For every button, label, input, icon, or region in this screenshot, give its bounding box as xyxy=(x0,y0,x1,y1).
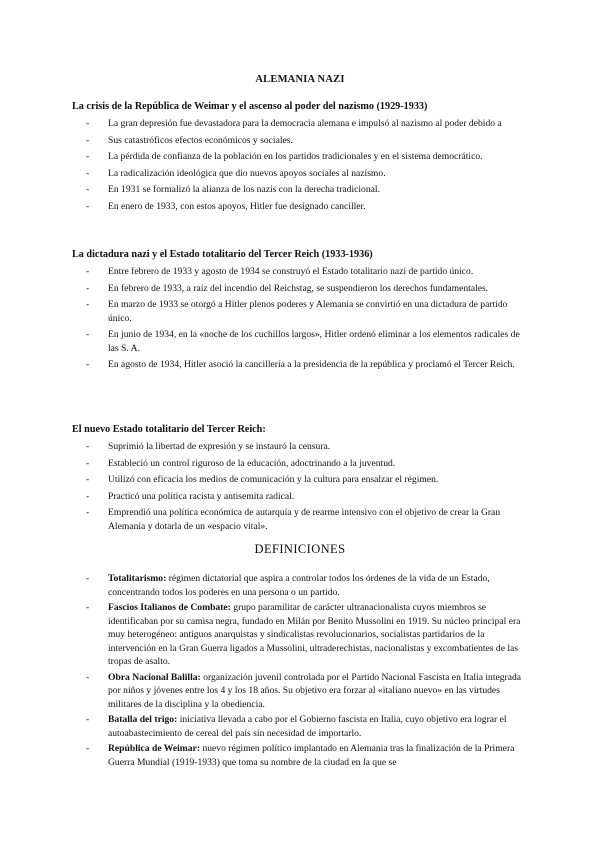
list-item: - En marzo de 1933 se otorgó a Hitler plenos poderes y Alemania se convirtió en una dictadura de partido único. xyxy=(86,299,508,324)
definition-text: grupo paramilitar de carácter ultranacionalista cuyos miembros se identificaban por su camisa negra, fundado en Milán por Benito Mussolini en 1919. Su núcleo principal era muy heterogéneo: antiguos anarquistas y sindicalistas revolucionarios, socialistas partidarios de la intervención en la Gran Guerra ligados a Mussolini, ultraderechistas, nacionalistas y excombatientes de las tropas de asalto. xyxy=(108,602,521,667)
dash-bullet: - xyxy=(86,118,90,129)
definition-text: régimen dictatorial que aspira a controlar todos los órdenes de la vida de un Estado, concentrando todos los poderes en una persona o un partido. xyxy=(108,573,490,598)
list-item: - En febrero de 1933, a raíz del incendio del Reichstag, se suspendieron los derechos fundamentales. xyxy=(86,282,489,294)
dash-bullet: - xyxy=(86,490,90,502)
dash-bullet: - xyxy=(86,200,90,212)
list-item: - La radicalización ideológica que dio nuevos apoyos sociales al nazismo. xyxy=(86,167,386,179)
page-title: ALEMANIA NAZI xyxy=(255,74,345,85)
dash-bullet: - xyxy=(86,282,90,294)
dash-bullet: - xyxy=(86,474,90,485)
list-item: - Utilizó con eficacia los medios de comunicación y la cultura para ensalzar el régimen. xyxy=(86,474,439,485)
dash-bullet: - xyxy=(86,359,90,370)
list-item: - En agosto de 1934, Hitler asoció la cancillería a la presidencia de la república y proclamó el Tercer Reich. xyxy=(86,359,515,370)
section-list-third-reich-dictatorship xyxy=(86,265,532,375)
list-item: - Suprimió la libertad de expresión y se instauró la censura. xyxy=(86,441,331,452)
section-list-new-totalitarian-state xyxy=(86,440,532,536)
dash-bullet: - xyxy=(86,151,90,162)
definition-item xyxy=(86,742,532,769)
definition-text: nuevo régimen político implantado en Alemania tras la finalización de la Primera Guerra Mundial (1919-1933) que toma su nombre de la ciudad en la que se xyxy=(108,743,515,768)
dash-bullet: - xyxy=(86,441,90,452)
section-heading-new-totalitarian-state: El nuevo Estado totalitario del Tercer Reich: xyxy=(72,424,266,435)
definitions-list xyxy=(86,572,532,771)
section-heading-third-reich-dictatorship: La dictadura nazi y el Estado totalitario del Tercer Reich (1933-1936) xyxy=(72,249,373,260)
dash-bullet: - xyxy=(86,743,90,754)
definition-term: Batalla del trigo: xyxy=(108,714,178,725)
list-item: - En 1931 se formalizó la alianza de los nazis con la derecha tradicional. xyxy=(86,184,380,195)
dash-bullet: - xyxy=(86,134,90,146)
dash-bullet: - xyxy=(86,714,90,725)
definition-text: iniciativa llevada a cabo por el Gobierno fascista en Italia, cuyo objetivo era lograr el autoabastecimiento de cereal del país sin necesidad de importarlo. xyxy=(108,714,507,739)
list-item: - Estableció un control riguroso de la educación, adoctrinando a la juventud. xyxy=(86,457,396,469)
definition-term: República de Weimar: xyxy=(108,743,201,754)
definition-item xyxy=(86,572,532,599)
definition-term: Obra Nacional Balilla: xyxy=(108,671,201,683)
definition-item xyxy=(86,601,532,669)
definition-term: Totalitarismo: xyxy=(108,573,167,584)
definition-item xyxy=(86,671,532,712)
dash-bullet: - xyxy=(86,671,90,683)
list-item: - Emprendió una política económica de autarquía y de rearme intensivo con el objetivo de crear la Gran Alemania y dotarla de un «espacio vital». xyxy=(86,507,501,532)
dash-bullet: - xyxy=(86,299,90,310)
definitions-title: DEFINICIONES xyxy=(254,542,346,556)
definition-text: organización juvenil controlada por el Partido Nacional Fascista en Italia integrada por niños y jóvenes entre los 4 y los 18 años. Su objetivo era forzar al «italiano nuevo» en las virtudes militares de la disciplina y la obediencia. xyxy=(108,671,522,710)
definition-item xyxy=(86,713,532,740)
list-item: - En junio de 1934, en la «noche de los cuchillos largos», Hitler ordenó eliminar a los elementos radicales de las S. A. xyxy=(86,329,520,354)
dash-bullet: - xyxy=(86,266,90,277)
list-item: - En enero de 1933, con estos apoyos, Hitler fue designado canciller. xyxy=(86,200,366,212)
list-item: - Practicó una política racista y antisemita radical. xyxy=(86,490,295,502)
dash-bullet: - xyxy=(86,184,90,195)
definition-term: Fascios Italianos de Combate: xyxy=(108,602,231,613)
section-heading-weimar-crisis: La crisis de la República de Weimar y el ascenso al poder del nazismo (1929-1933) xyxy=(72,101,428,112)
dash-bullet: - xyxy=(86,457,90,469)
section-list-weimar-crisis xyxy=(86,117,532,216)
dash-bullet: - xyxy=(86,602,90,613)
list-item: - Entre febrero de 1933 y agosto de 1934 se construyó el Estado totalitario nazi de partido único. xyxy=(86,266,474,277)
dash-bullet: - xyxy=(86,329,90,340)
dash-bullet: - xyxy=(86,573,90,584)
list-item: - La pérdida de confianza de la población en los partidos tradicionales y en el sistema democrático. xyxy=(86,151,483,162)
dash-bullet: - xyxy=(86,507,90,518)
list-item: - La gran depresión fue devastadora para la democracia alemana e impulsó al nazismo al poder debido a xyxy=(86,118,502,129)
dash-bullet: - xyxy=(86,167,90,179)
list-item: - Sus catastróficos efectos económicos y sociales. xyxy=(86,134,293,146)
